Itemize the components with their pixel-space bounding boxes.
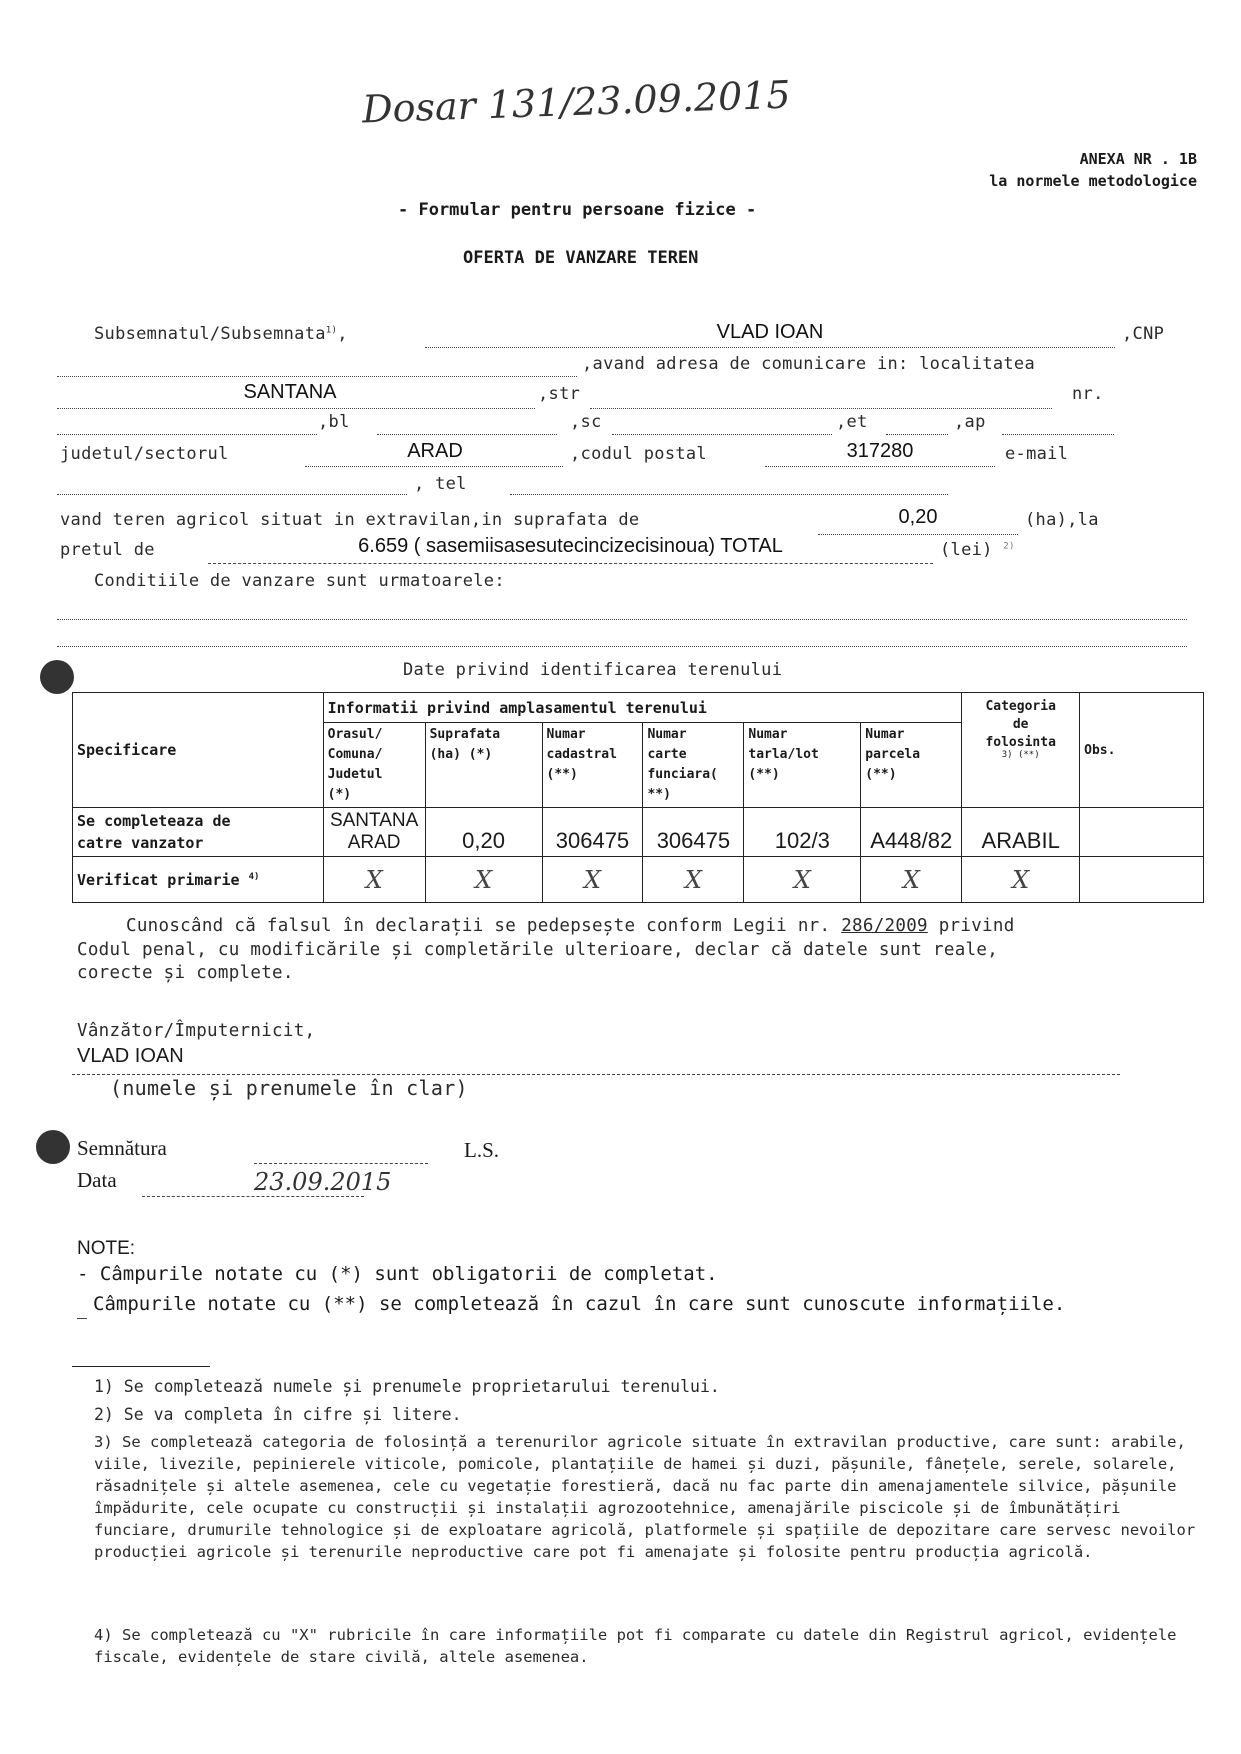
price-field[interactable]: 6.659 ( sasemiisasesutecincizecisinoua) TOTAL	[358, 535, 783, 557]
header-tarla-2: tarla/lot	[748, 747, 819, 762]
header-tarla	[744, 723, 861, 808]
page-title: OFERTA DE VANZARE TEREN	[463, 248, 699, 268]
header-parcela-2: parcela	[865, 747, 921, 762]
judet-label: judetul/sectorul	[60, 444, 229, 464]
bl-field-line	[377, 434, 557, 435]
declaration-text-1: Cunoscând că falsul în declarații se pedepsește conform Legii nr.	[126, 916, 831, 936]
check-localitate[interactable]: X	[323, 857, 425, 903]
header-categorie-line2: de	[1012, 717, 1029, 732]
conditions-line-1	[57, 619, 1187, 620]
header-suprafata	[425, 723, 542, 808]
ls-label: L.S.	[464, 1138, 500, 1162]
locality-field[interactable]: SANTANA	[243, 381, 337, 403]
address-label: ,avand adresa de comunicare in: localitatea	[582, 354, 1035, 374]
note-2-dash	[77, 1318, 87, 1319]
email-field-line	[57, 494, 407, 495]
table-caption: Date privind identificarea terenului	[403, 660, 783, 680]
price-label: pretul de	[60, 540, 155, 560]
header-suprafata-1: Suprafata	[429, 727, 501, 742]
check-categorie[interactable]: X	[962, 857, 1080, 903]
ap-field-line	[1002, 434, 1114, 435]
header-localitate	[323, 723, 425, 808]
header-localitate-4: (*)	[327, 787, 352, 802]
cell-localitate-2: ARAD	[347, 832, 401, 853]
law-number: 286/2009	[841, 916, 928, 936]
footnote-rule	[72, 1366, 210, 1367]
punch-hole-bottom	[36, 1130, 70, 1164]
area-unit: (ha),la	[1025, 510, 1099, 530]
header-parcela-1: Numar	[865, 727, 905, 742]
subsemnatul-comma: ,	[337, 324, 348, 344]
check-carte-funciara[interactable]: X	[643, 857, 744, 903]
name-field[interactable]: VLAD IOAN	[716, 321, 824, 343]
bl-label: ,bl	[318, 412, 350, 432]
cell-carte-funciara[interactable]: 306475	[643, 808, 744, 857]
handwritten-dossier-number: Dosar 131/23.09.2015	[361, 72, 792, 132]
table-row-primarie	[73, 857, 1204, 903]
date-value[interactable]: 23.09.2015	[254, 1168, 392, 1196]
row-primarie-label	[73, 857, 324, 903]
cell-localitate-1: SANTANA	[329, 810, 419, 831]
declaration-text-1b: privind	[938, 916, 1015, 936]
header-carte-funciara	[643, 723, 744, 808]
cnp-label: ,CNP	[1122, 324, 1165, 344]
tel-field-line	[510, 494, 948, 495]
row-vanzator-label-1: Se completeaza de	[77, 812, 231, 830]
header-categorie-line4: 3) (**)	[1001, 750, 1040, 760]
declaration-line-3: corecte și complete.	[77, 963, 294, 983]
header-categorie-line3: folosinta	[985, 735, 1056, 750]
subsemnatul-label	[94, 324, 348, 344]
header-tarla-3: (**)	[748, 767, 780, 782]
check-tarla[interactable]: X	[744, 857, 861, 903]
header-carte-3: funciara(	[647, 767, 718, 782]
cell-cadastral[interactable]: 306475	[542, 808, 643, 857]
header-carte-1: Numar	[647, 727, 687, 742]
judet-field-line	[305, 466, 563, 467]
cell-suprafata[interactable]: 0,20	[425, 808, 542, 857]
postal-field-line	[765, 466, 995, 467]
annex-note: la normele metodologice	[989, 172, 1197, 190]
header-localitate-3: Judetul	[327, 767, 383, 782]
row-vanzator-label	[73, 808, 324, 857]
postal-label: ,codul postal	[570, 444, 707, 464]
header-localitate-2: Comuna/	[327, 747, 383, 762]
annex-number: ANEXA NR . 1B	[1079, 150, 1197, 168]
sc-label: ,sc	[570, 412, 602, 432]
seller-name-line	[72, 1074, 1120, 1075]
header-specificare: Specificare	[73, 693, 324, 808]
check-cadastral[interactable]: X	[542, 857, 643, 903]
header-cadastral-3: (**)	[546, 767, 578, 782]
cell-localitate[interactable]	[323, 808, 425, 857]
tel-label: , tel	[414, 474, 467, 494]
price-unit-text: (lei)	[940, 540, 993, 560]
name-field-line	[425, 347, 1115, 348]
sc-field-line	[612, 434, 832, 435]
footnote-2: 2) Se va completa în cifre și litere.	[94, 1405, 462, 1424]
header-cadastral-2: cadastral	[546, 747, 617, 762]
number-label: nr.	[1072, 384, 1104, 404]
punch-hole-top	[40, 660, 74, 694]
note-2: Câmpurile notate cu (**) se completează în cazul în care sunt cunoscute informațiile.	[93, 1293, 1066, 1315]
ap-label: ,ap	[954, 412, 986, 432]
header-carte-4: **)	[647, 787, 671, 802]
locality-field-line	[57, 408, 535, 409]
table-row-vanzator	[73, 808, 1204, 857]
subsemnatul-text: Subsemnatul/Subsemnata	[94, 324, 326, 344]
price-unit	[940, 540, 1015, 560]
seller-name[interactable]: VLAD IOAN	[77, 1045, 184, 1067]
et-label: ,et	[836, 412, 868, 432]
conditions-label: Conditiile de vanzare sunt urmatoarele:	[94, 571, 505, 591]
subsemnatul-sup: 1)	[325, 325, 338, 336]
land-identification-table	[72, 692, 1204, 903]
note-1: - Câmpurile notate cu (*) sunt obligatorii de completat.	[77, 1263, 718, 1285]
signature-line	[254, 1163, 428, 1164]
street-field-line	[590, 408, 1052, 409]
et-field-line	[886, 434, 948, 435]
nr-field-line	[57, 434, 317, 435]
header-group: Informatii privind amplasamentul terenului	[323, 693, 962, 723]
conditions-line-2	[57, 646, 1187, 647]
seller-label: Vânzător/Împuternicit,	[77, 1021, 316, 1041]
header-localitate-1: Orasul/	[327, 727, 383, 742]
cnp-field-line	[57, 376, 577, 377]
row-primarie-text: Verificat primarie	[77, 870, 240, 889]
postal-field[interactable]: 317280	[846, 440, 914, 462]
judet-field[interactable]: ARAD	[407, 440, 463, 462]
header-obs: Obs.	[1080, 693, 1204, 808]
row-vanzator-label-2: catre vanzator	[77, 834, 204, 852]
header-parcela-3: (**)	[865, 767, 897, 782]
seller-name-hint: (numele și prenumele în clar)	[110, 1076, 468, 1100]
cell-tarla[interactable]: 102/3	[744, 808, 861, 857]
price-sup: 2)	[1003, 541, 1015, 552]
header-cadastral	[542, 723, 643, 808]
declaration-line-2: Codul penal, cu modificările și completările ulterioare, declar că datele sunt reale,	[77, 940, 999, 960]
header-parcela	[861, 723, 962, 808]
sell-label: vand teren agricol situat in extravilan,in suprafata de	[60, 510, 640, 530]
footnote-4: 4) Se completează cu "X" rubricile în care informațiile pot fi comparate cu datele din Registrul agricol, evidențele fiscale, evidențele de stare civilă, altele asemenea.	[94, 1626, 1177, 1666]
check-suprafata[interactable]: X	[425, 857, 542, 903]
header-categorie	[962, 693, 1080, 808]
header-categorie-line1: Categoria	[985, 699, 1056, 714]
cell-obs[interactable]	[1080, 808, 1204, 857]
street-label: ,str	[538, 384, 581, 404]
form-type: - Formular pentru persoane fizice -	[398, 200, 757, 220]
footnote-3: 3) Se completează categoria de folosință a terenurilor agricole situate în extravilan productive, care sunt: arabile, viile, livezile, pepinierele viticole, pomicole, plantațiile de hamei și duzi, pășunile, fânețele, serele, solarele, răsadnițele și altele asemenea, cele cu vegetație forestieră, dacă nu fac parte din amenajamentele silvice, pășunile împădurite, cele ocupate cu construcții și instalații agrozootehnice, amenajările piscicole și de îmbunătățiri funciare, drumurile tehnologice și de exploatare agricolă, platformele și spațiile de depozitare care servesc nevoilor producției agricole și terenurile neproductive care pot fi amenajate și folosite pentru producția agricolă.	[94, 1433, 1196, 1561]
price-field-line	[208, 563, 933, 564]
cell-parcela[interactable]: A448/82	[861, 808, 962, 857]
header-carte-2: carte	[647, 747, 687, 762]
header-cadastral-1: Numar	[546, 727, 586, 742]
email-label: e-mail	[1005, 444, 1069, 464]
row-primarie-sup: 4)	[248, 871, 260, 882]
header-suprafata-2: (ha) (*)	[429, 747, 493, 762]
check-parcela[interactable]: X	[861, 857, 962, 903]
header-tarla-1: Numar	[748, 727, 788, 742]
signature-label: Semnătura	[77, 1136, 167, 1160]
cell-categorie[interactable]: ARABIL	[962, 808, 1080, 857]
check-obs[interactable]	[1080, 857, 1204, 903]
footnote-1: 1) Se completează numele și prenumele proprietarului terenului.	[94, 1377, 720, 1396]
date-label: Data	[77, 1168, 117, 1192]
area-field[interactable]: 0,20	[898, 506, 938, 528]
date-line	[142, 1196, 364, 1197]
declaration-line-1	[126, 916, 1015, 936]
notes-title: NOTE:	[77, 1238, 136, 1259]
